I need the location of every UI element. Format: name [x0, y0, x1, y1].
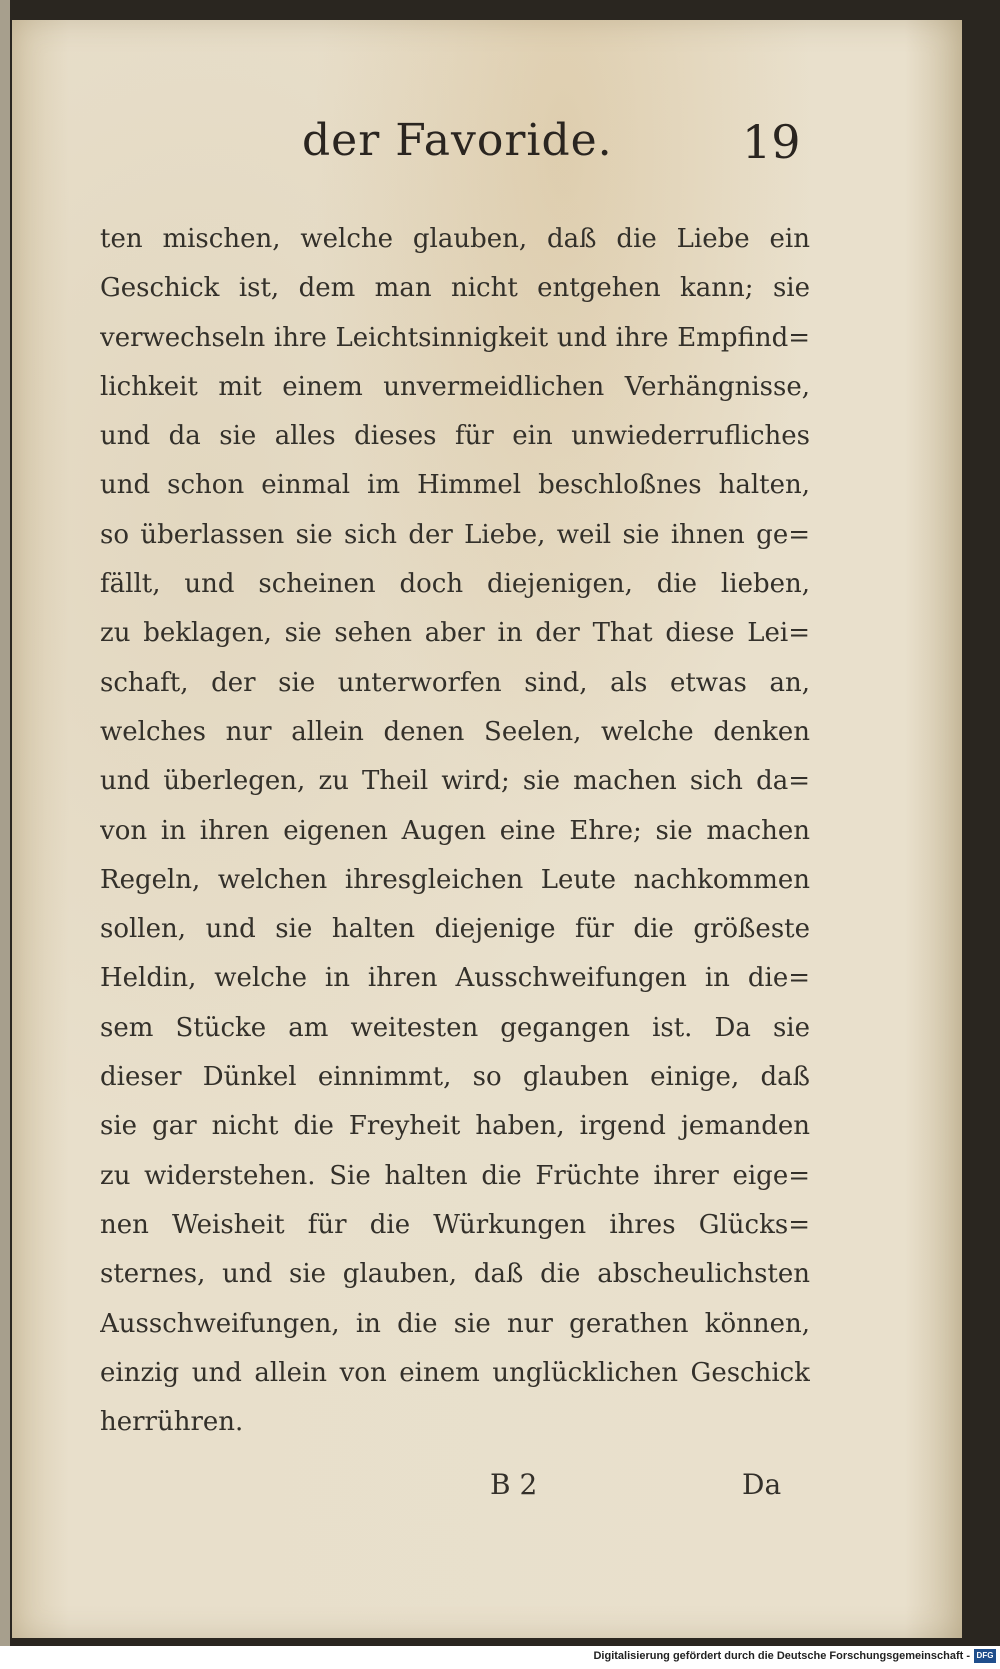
text-line: einzig und allein von einem unglücklichen Geschick — [100, 1357, 810, 1388]
page-edge — [0, 0, 10, 1669]
text-line: Regeln, welchen ihresgleichen Leute nachkommen — [100, 864, 810, 895]
text-line: und da sie alles dieses für ein unwiederrufliches — [100, 421, 810, 452]
text-line: herrühren. — [100, 1407, 244, 1438]
text-line: ten mischen, welche glauben, daß die Liebe ein — [100, 224, 810, 254]
text-line: so überlassen sie sich der Liebe, weil sie ihnen ge= — [100, 519, 810, 550]
text-line: dieser Dünkel einnimmt, so glauben einige, daß — [100, 1062, 810, 1093]
book-page — [12, 20, 962, 1638]
page-number: 19 — [742, 115, 801, 169]
text-line: und überlegen, zu Theil wird; sie machen sich da= — [100, 766, 810, 797]
page-header — [12, 115, 962, 175]
funding-strip — [0, 1646, 1000, 1669]
funding-note: Digitalisierung gefördert durch die Deutsche Forschungsgemeinschaft - — [593, 1650, 970, 1662]
text-line: schaft, der sie unterworfen sind, als etwas an, — [100, 667, 810, 698]
dfg-logo: DFG — [974, 1649, 996, 1663]
text-line: Geschick ist, dem man nicht entgehen kann; sie — [100, 273, 810, 304]
text-line: sem Stücke am weitesten gegangen ist. Da sie — [100, 1012, 810, 1043]
text-line: nen Weisheit für die Würkungen ihres Glücks= — [100, 1209, 810, 1240]
text-line: sie gar nicht die Freyheit haben, irgend jemanden — [100, 1111, 810, 1142]
text-line: zu widerstehen. Sie halten die Früchte ihrer eige= — [100, 1160, 810, 1191]
text-line: Ausschweifungen, in die sie nur gerathen können, — [100, 1308, 810, 1339]
text-line: und schon einmal im Himmel beschloßnes halten, — [100, 470, 810, 501]
body-text — [100, 215, 810, 1447]
text-line: zu beklagen, sie sehen aber in der That diese Lei= — [100, 618, 810, 649]
text-line: Heldin, welche in ihren Ausschweifungen in die= — [100, 963, 810, 994]
catchword: Da — [742, 1468, 782, 1501]
text-line: lichkeit mit einem unvermeidlichen Verhängnisse, — [100, 371, 810, 402]
page-footer — [12, 1468, 962, 1518]
running-head: der Favoride. — [302, 115, 613, 166]
text-line: verwechseln ihre Leichtsinnigkeit und ihre Empfind= — [100, 322, 810, 353]
text-line: sollen, und sie halten diejenige für die größeste — [100, 914, 810, 945]
signature-mark: B 2 — [490, 1468, 538, 1501]
text-line: welches nur allein denen Seelen, welche denken — [100, 716, 810, 747]
text-line: von in ihren eigenen Augen eine Ehre; sie machen — [100, 815, 810, 846]
text-line: sternes, und sie glauben, daß die abscheulichsten — [100, 1259, 810, 1290]
text-line: fällt, und scheinen doch diejenigen, die lieben, — [100, 569, 810, 600]
